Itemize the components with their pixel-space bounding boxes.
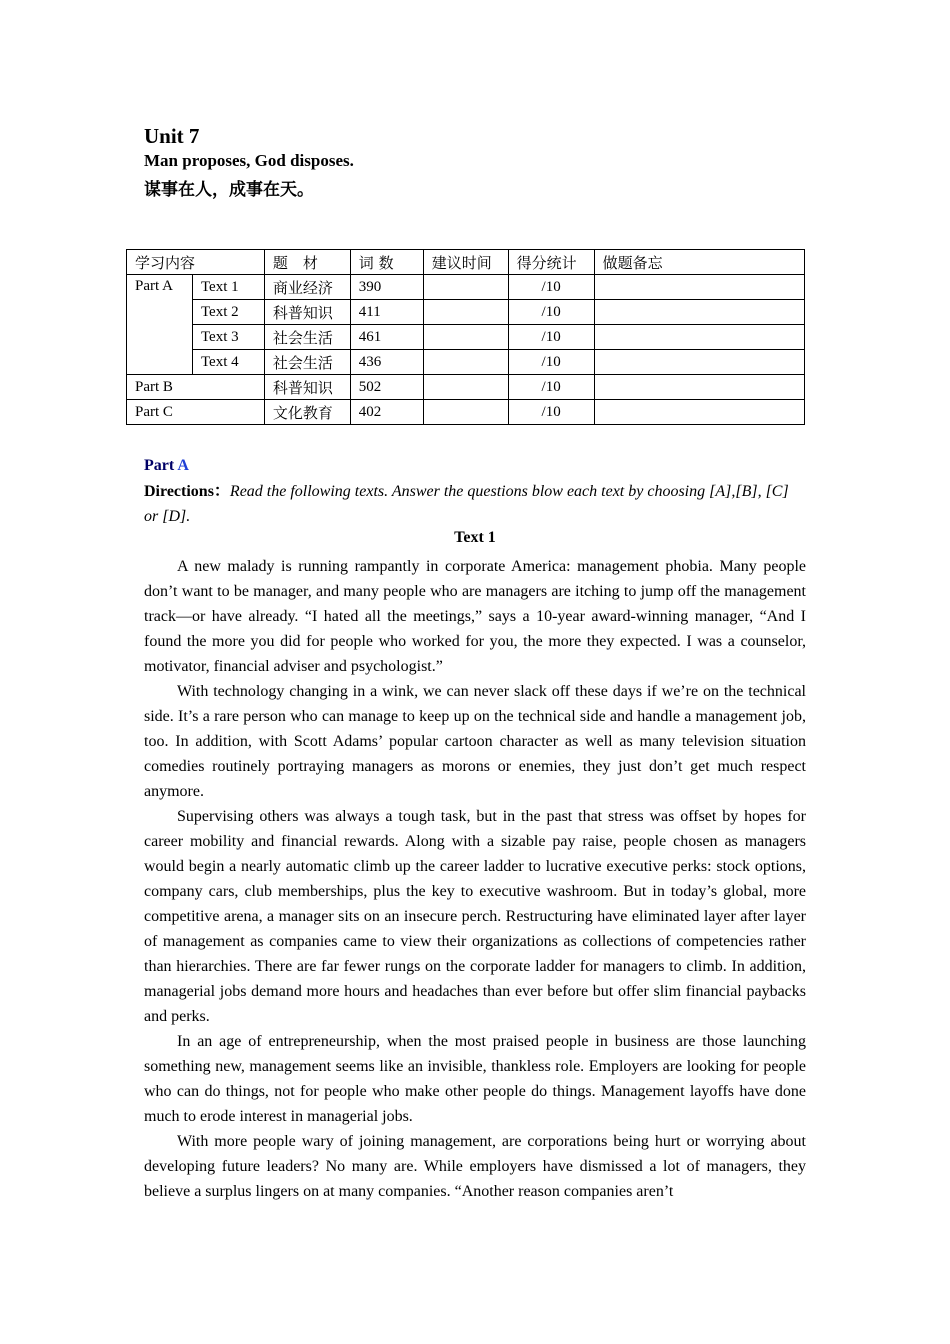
table-row [127,350,805,375]
section-heading [144,457,189,475]
score: /10 [508,300,594,325]
suggested-time [423,300,508,325]
topic: 科普知识 [264,375,350,400]
proverb-english: Man proposes, God disposes. [144,151,354,170]
paragraph: With more people wary of joining management, are corporations being hurt or worrying about developing future leaders? No many are. While employers have dismissed a lot of managers, they believe a surplus lingers on at many companies. “Another reason companies aren’t [144,1133,806,1200]
score: /10 [508,350,594,375]
table-row [127,275,805,300]
table-row [127,300,805,325]
part-c-label: Part C [127,400,265,425]
suggested-time [423,350,508,375]
word-count: 390 [350,275,423,300]
text-name: Text 3 [192,325,264,350]
table-row [127,400,805,425]
memo [594,300,804,325]
topic: 文化教育 [264,400,350,425]
memo [594,275,804,300]
word-count: 502 [350,375,423,400]
text-name: Text 2 [192,300,264,325]
header-topic: 题 材 [264,250,350,275]
paragraph: In an age of entrepreneurship, when the most praised people in business are those launching something new, management seems like an invisible, thankless role. Employers are looking for people who can do things, not for people who make other people do things. Management layoffs have done much to erode interest in managerial jobs. [144,1033,806,1125]
text-name: Text 1 [192,275,264,300]
header-words: 词 数 [350,250,423,275]
table-header-row [127,250,805,275]
score: /10 [508,275,594,300]
text-name: Text 4 [192,350,264,375]
suggested-time [423,375,508,400]
header-score: 得分统计 [508,250,594,275]
topic: 社会生活 [264,350,350,375]
proverb-chinese: 谋事在人，成事在天。 [144,180,314,200]
suggested-time [423,275,508,300]
paragraph: With technology changing in a wink, we can never slack off these days if we’re on the technical side. It’s a rare person who can manage to keep up on the technical side and handle a management job, too. In addition, with Scott Adams’ popular cartoon character as well as many television situation comedies routinely portraying managers as morons or enemies, they just don’t get much respect anymore. [144,683,806,800]
word-count: 402 [350,400,423,425]
suggested-time [423,400,508,425]
suggested-time [423,325,508,350]
score: /10 [508,325,594,350]
paragraph: Supervising others was always a tough task, but in the past that stress was offset by hopes for career mobility and financial rewards. Along with a sizable pay raise, people chosen as managers would begin a nearly automatic climb up the career ladder to lucrative executive perks: stock options, company cars, club memberships, plus the key to executive washroom. But in today’s global, more competitive arena, a manager sits on an insecure perch. Restructuring have eliminated layer after layer of management as companies came to view their organizations as collections of competencies rather than hierarchies. There are far fewer rungs on the corporate ladder for managers to climb. In addition, managerial jobs demand more hours and headaches than ever before but offer slim financial paybacks and perks. [144,808,806,1025]
directions-text: Read the following texts. Answer the questions blow each text by choosing [A],[B], [C] or [D]. [144,483,789,525]
text-heading: Text 1 [454,529,496,546]
score: /10 [508,375,594,400]
part-a-label: Part A [127,275,193,375]
section-part-word: Part [144,457,178,474]
header-memo: 做题备忘 [594,250,804,275]
paragraph: A new malady is running rampantly in corporate America: management phobia. Many people don’t want to be manager, and many people who are managers are itching to jump off the management track—or have already. “I hated all the meetings,” says a 10-year award-winning manager, “And I found the more you did for people who worked for you, the more they expected. I was a counselor, motivator, financial adviser and psychologist.” [144,558,806,675]
table-row [127,325,805,350]
memo [594,325,804,350]
word-count: 411 [350,300,423,325]
directions [144,479,806,529]
study-plan-table [126,249,805,425]
directions-label: Directions： [144,483,230,500]
memo [594,350,804,375]
topic: 商业经济 [264,275,350,300]
memo [594,400,804,425]
word-count: 461 [350,325,423,350]
section-part-letter: A [177,457,189,474]
score: /10 [508,400,594,425]
unit-title: Unit 7 [144,124,200,148]
word-count: 436 [350,350,423,375]
header-time: 建议时间 [423,250,508,275]
topic: 社会生活 [264,325,350,350]
passage-body [144,554,806,1204]
table-row [127,375,805,400]
topic: 科普知识 [264,300,350,325]
memo [594,375,804,400]
part-b-label: Part B [127,375,265,400]
header-content: 学习内容 [127,250,265,275]
